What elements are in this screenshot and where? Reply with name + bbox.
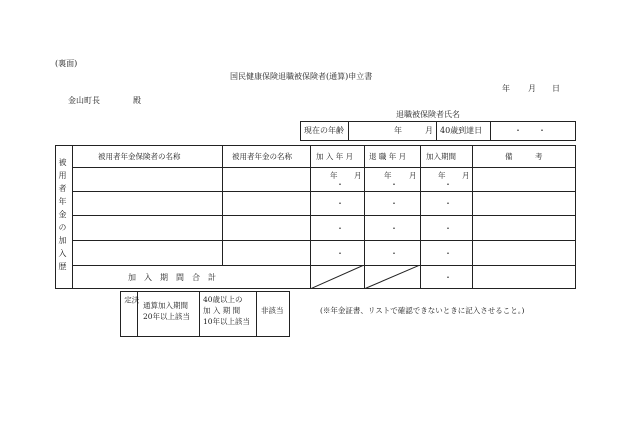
- row4-period-dot: ・: [444, 249, 452, 258]
- join-year-unit: 年: [330, 171, 338, 180]
- pension-history-side-label: 被用者年金の加入歴: [58, 158, 67, 275]
- addressee: 金山町長: [68, 96, 100, 105]
- age40-date-dots: ・ ・: [514, 126, 546, 135]
- age40-label: 40歳到達日: [440, 126, 483, 135]
- date-day-label: 日: [552, 84, 560, 93]
- header-insurer-name: 被用者年金保険者の名称: [98, 152, 181, 161]
- applicant-name-label: 退職被保険者氏名: [396, 110, 460, 119]
- header-remarks: 備 考: [505, 152, 543, 161]
- decision-label: 決定: [123, 296, 140, 318]
- period-month-unit: 月: [462, 171, 470, 180]
- row2-leave-dot: ・: [390, 199, 398, 208]
- row4-leave-dot: ・: [390, 249, 398, 258]
- age-month-unit: 月: [425, 126, 433, 135]
- form-title: 国民健康保険退職被保険者(通算)申立書: [230, 72, 373, 81]
- header-join-date: 加 入 年 月: [316, 152, 354, 161]
- leave-month-unit: 月: [409, 171, 417, 180]
- age-year-unit: 年: [394, 126, 402, 135]
- date-year-label: 年: [502, 84, 510, 93]
- honorific: 殿: [133, 96, 141, 105]
- option2-line3: 10年以上該当: [203, 317, 251, 326]
- option2-line2: 加 入 期 間: [203, 306, 241, 315]
- side-label: (裏面): [55, 59, 78, 68]
- row3-period-dot: ・: [444, 224, 452, 233]
- option2-line1: 40歳以上の: [203, 295, 243, 304]
- row1-leave-dot: ・: [390, 180, 398, 189]
- row2-period-dot: ・: [444, 199, 452, 208]
- option1-line1: 通算加入期間: [143, 301, 188, 310]
- row3-join-dot: ・: [336, 224, 344, 233]
- row3-leave-dot: ・: [390, 224, 398, 233]
- total-period-dot: ・: [444, 273, 452, 282]
- header-period: 加入期間: [426, 152, 456, 161]
- current-age-label: 現在の年齢: [304, 126, 344, 135]
- period-year-unit: 年: [438, 171, 446, 180]
- row4-join-dot: ・: [336, 249, 344, 258]
- option3-not-applicable: 非該当: [261, 306, 284, 315]
- row1-period-dot: ・: [444, 180, 452, 189]
- total-row-diagonals: [310, 265, 420, 289]
- diagonal-join: [310, 265, 364, 289]
- option1-line2: 20年以上該当: [143, 312, 191, 321]
- header-pension-name: 被用者年金の名称: [232, 152, 292, 161]
- join-month-unit: 月: [354, 171, 362, 180]
- leave-year-unit: 年: [384, 171, 392, 180]
- date-month-label: 月: [528, 84, 536, 93]
- row1-join-dot: ・: [336, 180, 344, 189]
- header-leave-date: 退 職 年 月: [369, 152, 407, 161]
- diagonal-leave: [364, 265, 420, 289]
- row2-join-dot: ・: [336, 199, 344, 208]
- decision-note: (※年金証書、リストで確認できないときに記入させること。): [320, 306, 525, 315]
- total-period-label: 加 入 期 間 合 計: [128, 273, 216, 282]
